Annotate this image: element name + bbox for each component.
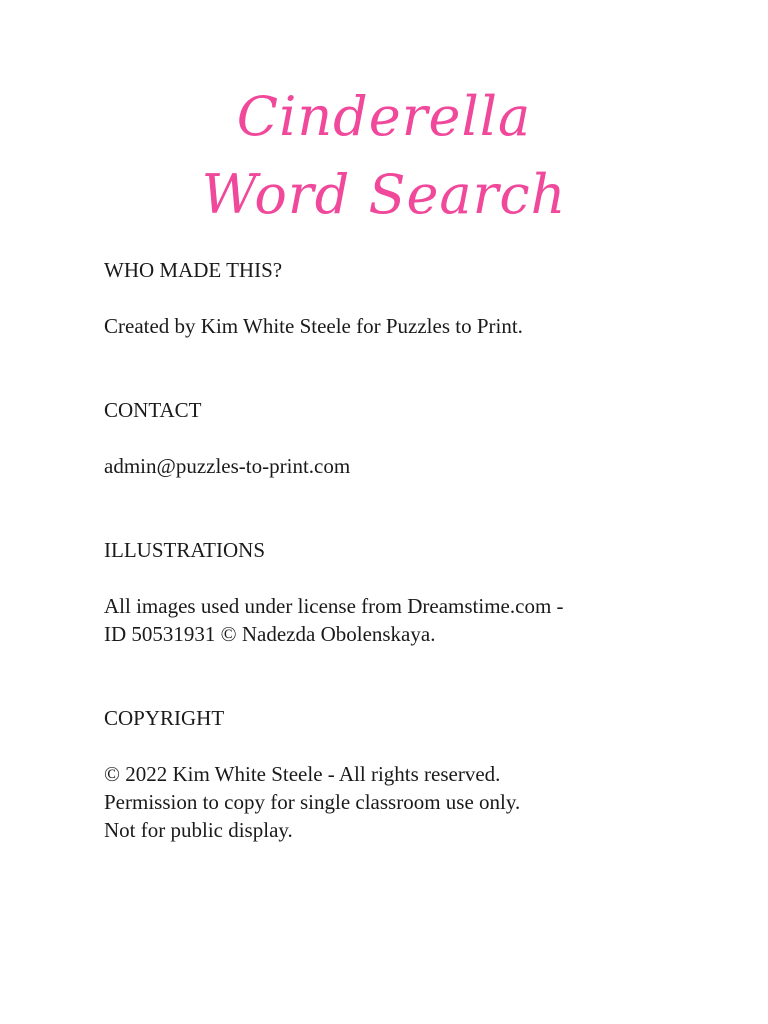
info-content	[104, 256, 704, 900]
body-line: All images used under license from Dreamstime.com -	[104, 594, 564, 618]
body-line: Created by Kim White Steele for Puzzles to Print.	[104, 314, 523, 338]
section-heading: COPYRIGHT	[104, 706, 225, 730]
section-copyright	[104, 704, 704, 844]
section-body	[104, 592, 704, 648]
section-who-made-this	[104, 256, 704, 340]
body-line: © 2022 Kim White Steele - All rights reserved.	[104, 762, 501, 786]
section-body	[104, 312, 704, 340]
title-line-1: Cinderella	[236, 85, 532, 148]
body-line: Not for public display.	[104, 818, 293, 842]
page-title	[0, 78, 768, 234]
contact-email: admin@puzzles-to-print.com	[104, 454, 351, 478]
title-line-2: Word Search	[201, 163, 567, 226]
body-line: Permission to copy for single classroom use only.	[104, 790, 521, 814]
section-illustrations	[104, 536, 704, 648]
section-heading: CONTACT	[104, 398, 202, 422]
section-heading: ILLUSTRATIONS	[104, 538, 265, 562]
section-body	[104, 760, 704, 844]
section-contact	[104, 396, 704, 480]
body-line: ID 50531931 © Nadezda Obolenskaya.	[104, 622, 436, 646]
section-body	[104, 452, 704, 480]
section-heading: WHO MADE THIS?	[104, 258, 283, 282]
